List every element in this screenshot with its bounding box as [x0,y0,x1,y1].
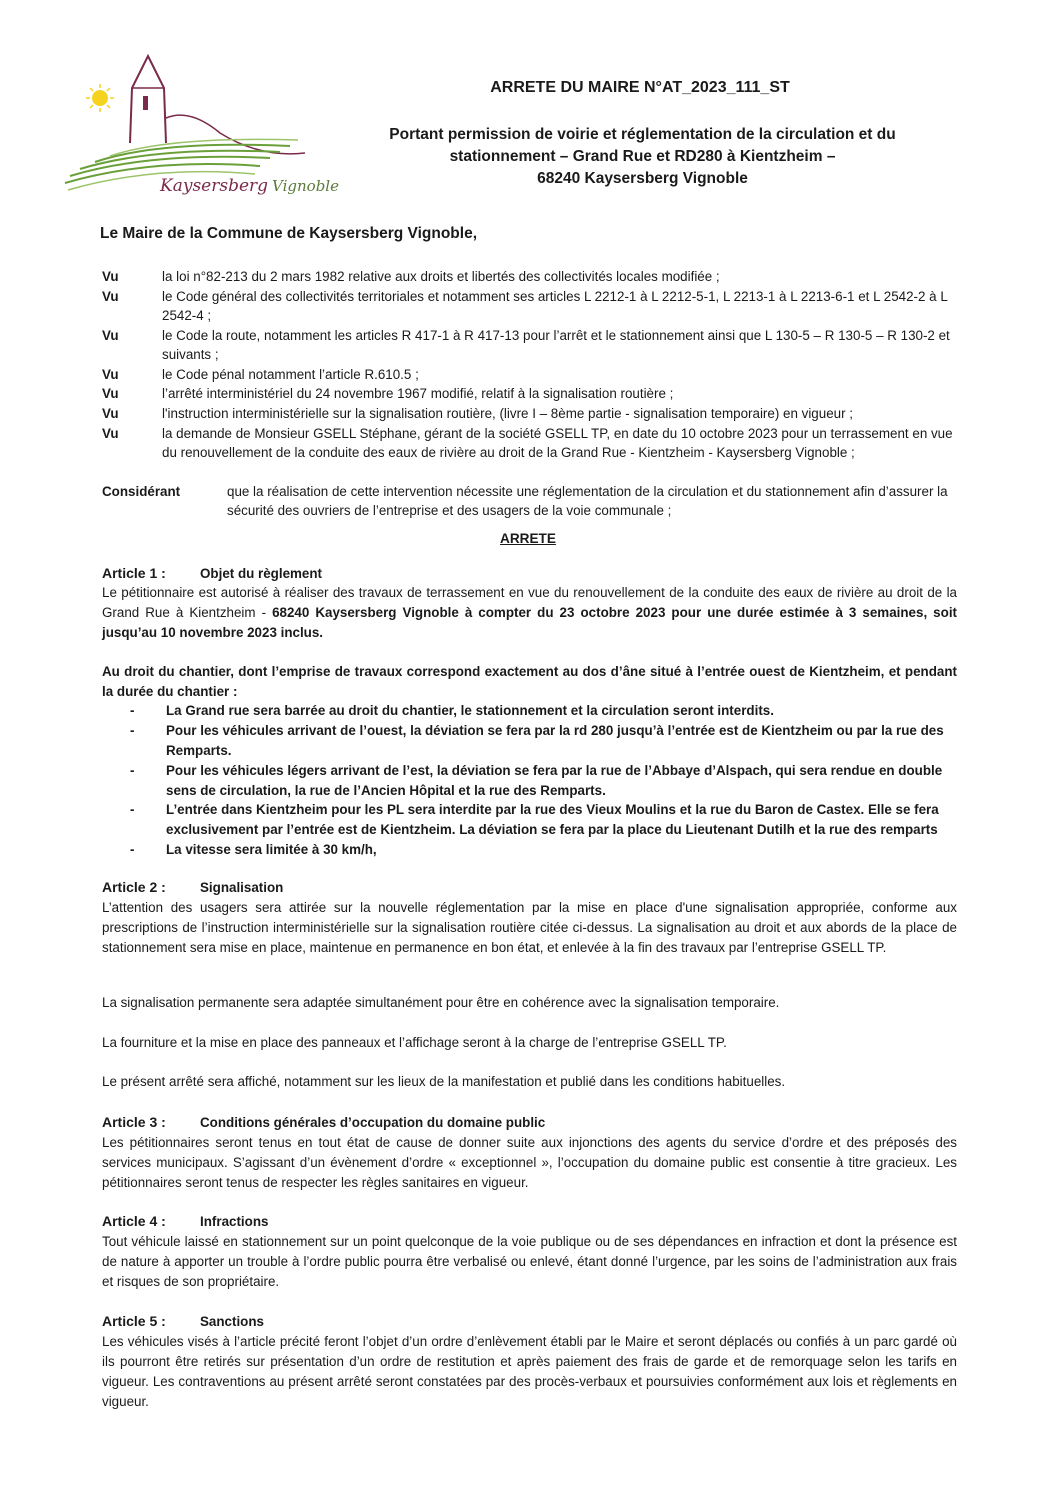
decree-title: ARRETE DU MAIRE N°AT_2023_111_ST [490,79,790,96]
arrete-heading: ARRETE [500,531,556,546]
article-1-text: Le pétitionnaire est autorisé à réaliser des travaux de terrassement en vue du renouvellement de la conduite des eaux de rivière au droit de la Grand Rue à Kientzheim - 68240 Kaysersberg Vignoble à compter du 23 octobre 2023 pour une durée estimée à 3 semaines, soit jusqu’au 10 novembre 2023 inclus. [102,585,957,640]
logo-wordmark: Kaysersberg Vignoble [160,176,339,196]
article-5-text: Les véhicules visés à l’article précité feront l’objet d’un ordre d’enlèvement établi par le Maire et seront déplacés ou confiés à un parc gardé où ils pourront être retirés sur présentation d’un ordre de restitution et après paiement des frais de garde et de remorquage selon les tarifs en vigueur. Les contraventions au présent arrêté seront constatées par des procès-verbaux et poursuivies conformément aux lois et règlements en vigueur. [102,1334,957,1409]
article-5-heading: Article 5 : Sanctions [102,1313,264,1329]
article-3-heading: Article 3 : Conditions générales d’occupation du domaine public [102,1114,546,1130]
article-2-heading: Article 2 : Signalisation [102,879,284,895]
article-2-text: L’attention des usagers sera attirée sur la nouvelle réglementation par la mise en place d'une signalisation appropriée, conforme aux prescriptions de l’instruction interministérielle sur la signalisation routière citée ci-dessus. La signalisation au droit et aux abords de la place de stationnement sera mise en place, maintenue en permanence en bon état, et enlevée à la fin des travaux par l’entreprise GSELL TP. [102,900,957,955]
article-2-text: Le présent arrêté sera affiché, notamment sur les lieux de la manifestation et publié dans les conditions habituelles. [102,1074,786,1089]
article-1-heading: Article 1 : Objet du règlement [102,565,323,581]
article-1-scope: Au droit du chantier, dont l’emprise de travaux correspond exactement au dos d’âne situé à l’entrée ouest de Kientzheim, et pendant la durée du chantier : [102,664,957,699]
article-4-text: Tout véhicule laissé en stationnement sur un point quelconque de la voie publique ou de ses dépendances en infraction et dont la présence est de nature à apporter un trouble à l’ordre public pourra être verbalisé ou enlevé, étant donné l’urgence, par les soins de l’administration aux frais et risques de son propriétaire. [102,1234,957,1289]
article-3-text: Les pétitionnaires seront tenus en tout état de cause de donner suite aux injonctions des agents du service d’ordre et des préposés des services municipaux. S’agissant d’un évènement d’ordre « exceptionnel », l’occupation du domaine public est consentie à titre gracieux. Les pétitionnaires seront tenus de respecter les règles sanitaires en vigueur. [102,1135,957,1190]
article-2-text: La fourniture et la mise en place des panneaux et l’affichage seront à la charge de l’entreprise GSELL TP. [102,1035,727,1050]
commune-logo [60,48,339,213]
decree-subtitle: Portant permission de voirie et réglementation de la circulation et du stationnement – Grand Rue et RD280 à Kientzheim – 68240 Kaysersberg Vignoble [389,126,896,187]
article-4-heading: Article 4 : Infractions [102,1213,269,1229]
article-2-text: La signalisation permanente sera adaptée simultanément pour être en cohérence avec la signalisation temporaire. [102,995,780,1010]
mayor-heading: Le Maire de la Commune de Kaysersberg Vignoble, [100,225,477,242]
